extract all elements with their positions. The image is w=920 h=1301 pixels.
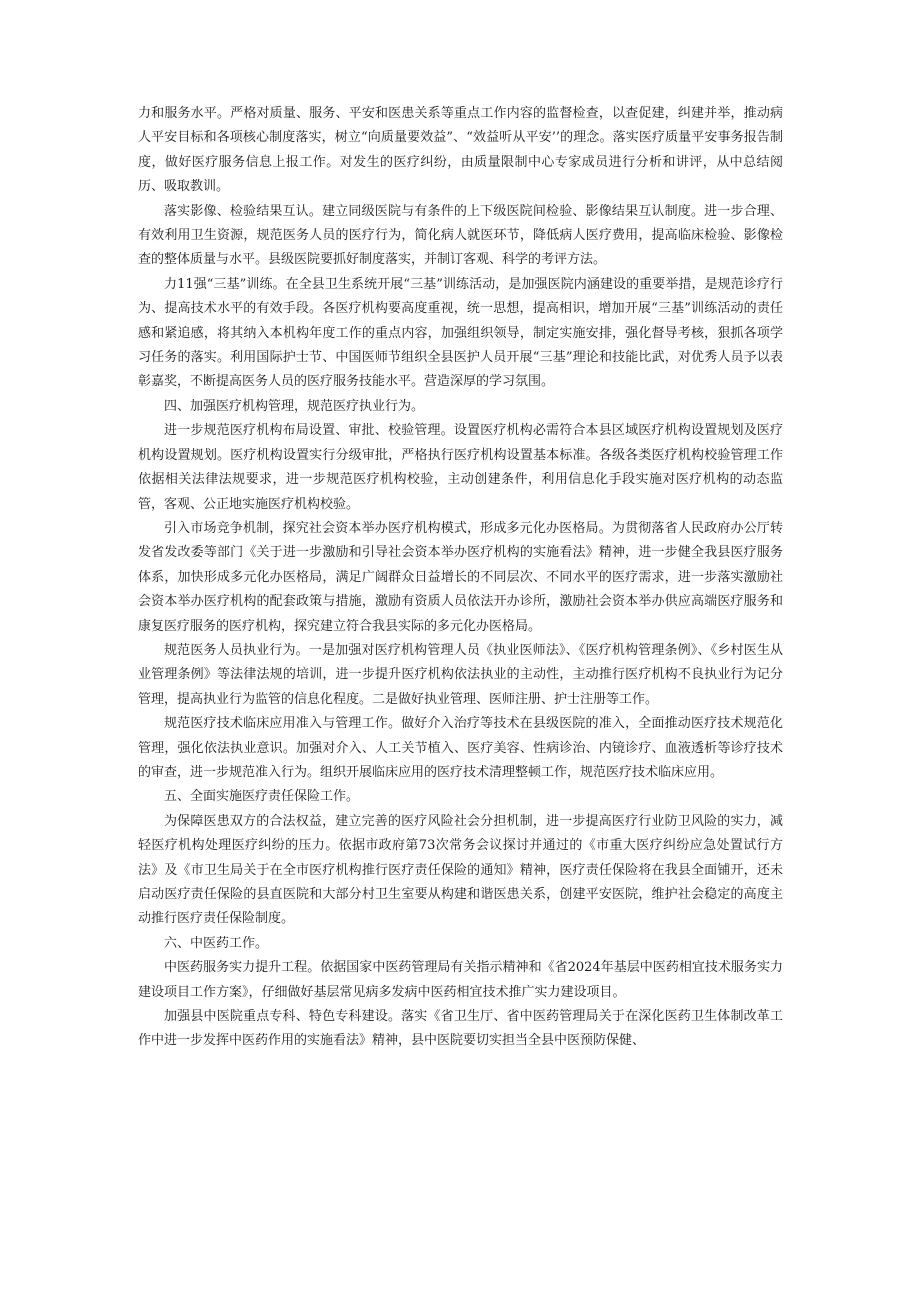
paragraph-institution-layout: 进一步规范医疗机构布局设置、审批、校验管理。设置医疗机构必需符合本县区域医疗机构设置规划及医疗机构设置规划。医疗机构设置实行分级审批，严格执行医疗机构设置基本标准。各级各类医疗机构校验管理工作依据相关法律法规要求，进一步规范医疗机构校验，主动创建条件，利用信息化手段实施对医疗机构的动态监管，客观、公正地实施医疗机构校验。 (138, 423, 783, 512)
section-heading-6: 六、中医药工作。 (164, 935, 269, 951)
paragraph-tcm-specialty: 加强县中医院重点专科、特色专科建设。落实《省卫生厅、省中医药管理局关于在深化医药卫生体制改革工作中进一步发挥中医药作用的实施看法》精神，县中医院要切实担当全县中医预防保健、 (138, 1009, 783, 1049)
paragraph-three-basics-training: 力11强“三基”训练。在全县卫生系统开展“三基”训练活动，是加强医院内涵建设的重要举措，是规范诊疗行为、提高技术水平的有效手段。各医疗机构要高度重视，统一思想，提高相识，增加开展“三基”训练活动的责任感和紧追感，将其纳入本机构年度工作的重点内容，加强组织领导，制定实施安排，强化督导考核，狠抓各项学习任务的落实。利用国际护士节、中国医师节组织全县医护人员开展“三基”理论和技能比武，对优秀人员予以表彰嘉奖，不断提高医务人员的医疗服务技能水平。营造深厚的学习氛围。 (138, 276, 783, 390)
paragraph-result-recognition: 落实影像、检验结果互认。建立同级医院与有条件的上下级医院间检验、影像结果互认制度。进一步合理、有效利用卫生资源，规范医务人员的医疗行为，简化病人就医环节，降低病人医疗费用，提高临床检验、影像检查的整体质量与水平。县级医院要抓好制度落实，并制订客观、科学的考评方法。 (138, 203, 783, 268)
paragraph-technology-access: 规范医疗技术临床应用准入与管理工作。做好介入治疗等技术在县级医院的准入，全面推动医疗技术规范化管理，强化依法执业意识。加强对介入、人工关节植入、医疗美容、性病诊治、内镜诊疗、血液透析等诊疗技术的审查，进一步规范准入行为。组织开展临床应用的医疗技术清理整顿工作，规范医疗技术临床应用。 (138, 716, 783, 780)
section-heading-5: 五、全面实施医疗责任保险工作。 (164, 789, 360, 805)
paragraph-tcm-capacity: 中医药服务实力提升工程。依据国家中医药管理局有关指示精神和《省2024年基层中医药相宜技术服务实力建设项目工作方案》，仔细做好基层常见病多发病中医药相宜技术推广实力建设项目。 (138, 960, 783, 1000)
paragraph-liability-insurance: 为保障医患双方的合法权益，建立完善的医疗风险社会分担机制，进一步提高医疗行业防卫风险的实力，减轻医疗机构处理医疗纠纷的压力。依据市政府第73次常务会议探讨并通过的《市重大医疗纠纷应急处置试行方法》及《市卫生局关于在全市医疗机构推行医疗责任保险的通知》精神，医疗责任保险将在我县全面铺开，还未启动医疗责任保险的县直医院和大部分村卫生室要从构建和谐医患关系，创建平安医院，维护社会稳定的高度主动推行医疗责任保险制度。 (138, 813, 783, 927)
paragraph-market-competition: 引入市场竞争机制，探究社会资本举办医疗机构模式，形成多元化办医格局。为贯彻落省人民政府办公厅转发省发改委等部门《关于进一步激励和引导社会资本举办医疗机构的实施看法》精神，进一步健全我县医疗服务体系，加快形成多元化办医格局，满足广阔群众日益增长的不同层次、不同水平的医疗需求，进一步落实激励社会资本举办医疗机构的配套政策与措施，激励有资质人员依法开办诊所，激励社会资本举办供应高端医疗服务和康复医疗服务的医疗机构，探究建立符合我县实际的多元化办医格局。 (138, 520, 783, 634)
paragraph-staff-practice: 规范医务人员执业行为。一是加强对医疗机构管理人员《执业医师法》、《医疗机构管理条例》、《乡村医生从业管理条例》等法律法规的培训，进一步提升医疗机构依法执业的主动性，主动推行医疗机构不良执业行为记分管理，提高执业行为监管的信息化程度。二是做好执业管理、医师注册、护士注册等工作。 (138, 642, 783, 707)
section-heading-4: 四、加强医疗机构管理，规范医疗执业行为。 (164, 398, 425, 414)
paragraph-quality-supervision: 力和服务水平。严格对质量、服务、平安和医患关系等重点工作内容的监督检查，以查促建，纠建并举，推动病人平安目标和各项核心制度落实，树立“向质量要效益”、“效益听从平安’’的理念。落实医疗质量平安事务报告制度，做好医疗服务信息上报工作。对发生的医疗纠纷，由质量限制中心专家成员进行分析和讲评，从中总结阅历、吸取教训。 (138, 106, 783, 195)
document-body (138, 102, 783, 1054)
